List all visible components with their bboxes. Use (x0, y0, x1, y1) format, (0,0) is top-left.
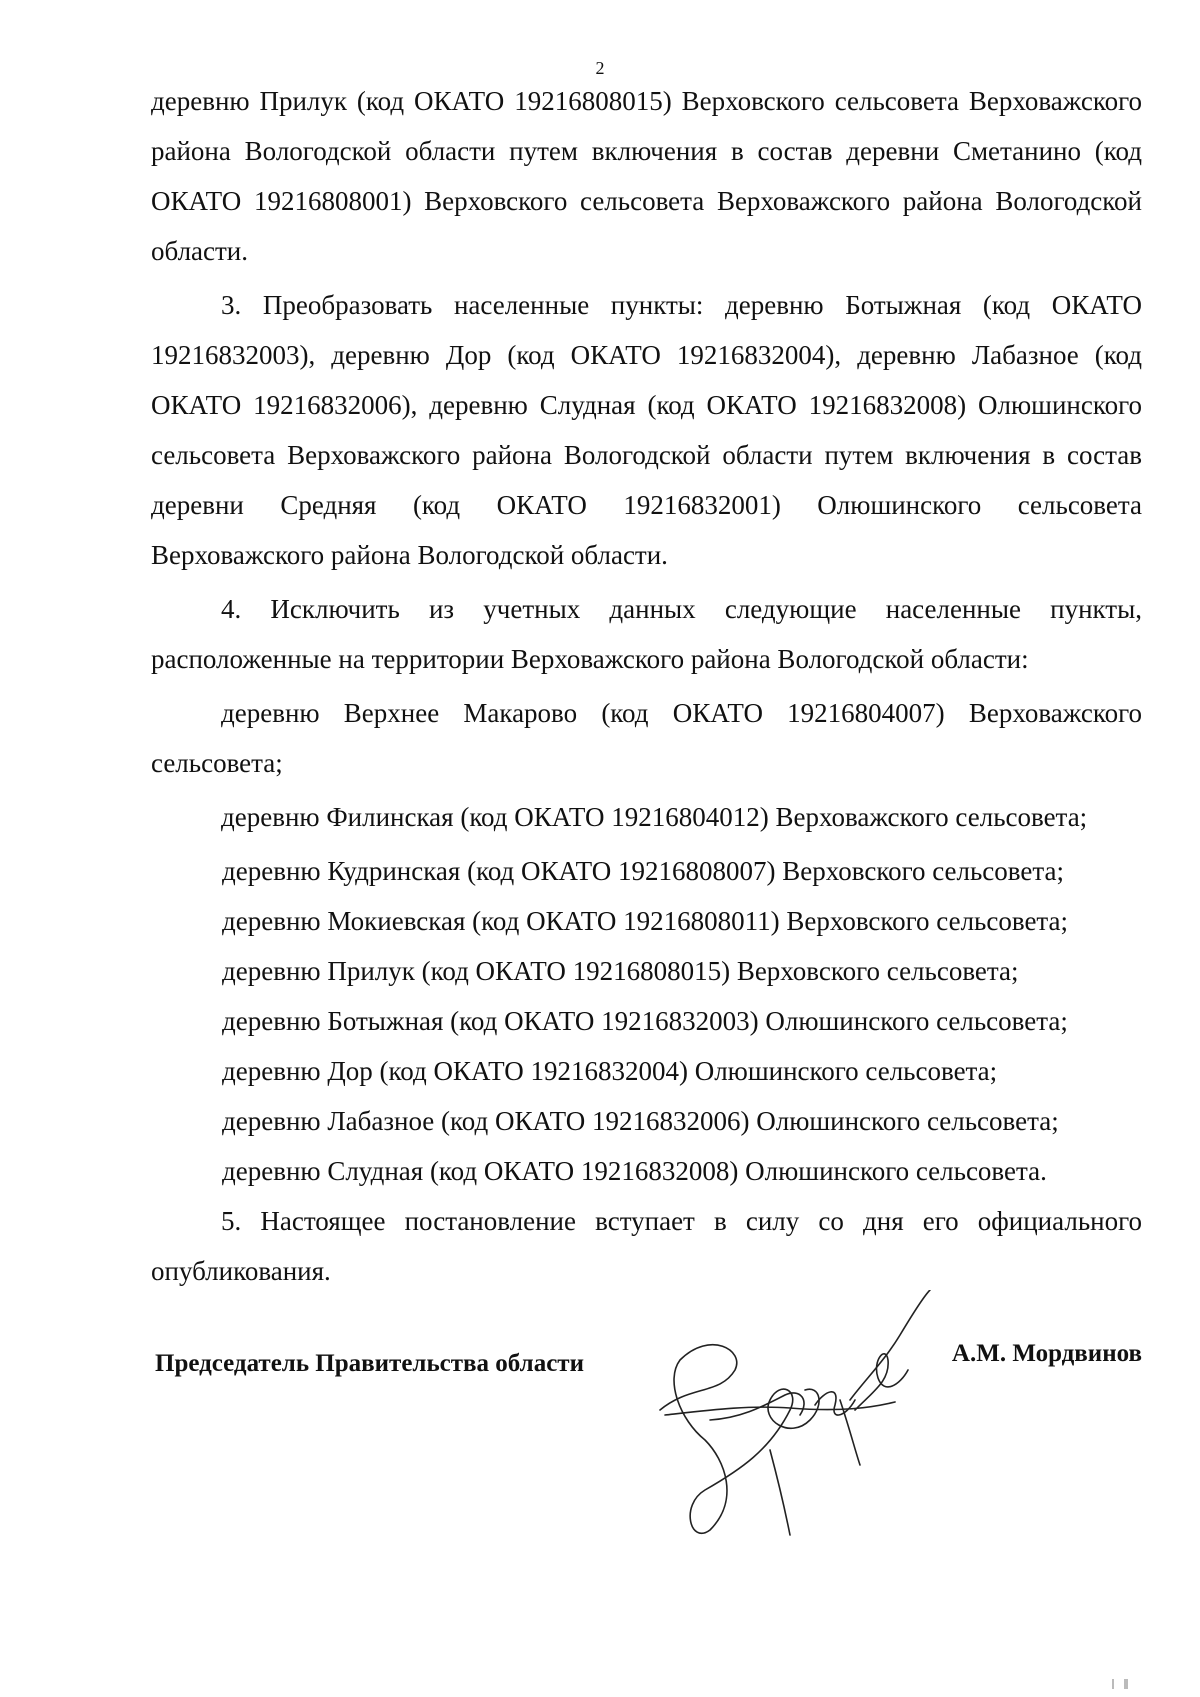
list-item: деревню Филинская (код ОКАТО 19216804012) Верховажского сельсовета; (221, 802, 1088, 832)
document-body (151, 76, 1142, 1300)
list-item: деревню Мокиевская (код ОКАТО 19216808011) Верховского сельсовета; (222, 906, 1069, 936)
page-number: 2 (595, 58, 605, 78)
list-item: деревню Верхнее Макарово (код ОКАТО 19216804007) Верховажского сельсовета; (151, 698, 1142, 778)
signatory-title: Председатель Правительства области (155, 1350, 584, 1377)
paragraph-4: 4. Исключить из учетных данных следующие населенные пункты, расположенные на территории Верховажского района Вологодской области: (151, 594, 1142, 674)
paragraph-5: 5. Настоящее постановление вступает в силу со дня его официального опубликования. (151, 1206, 1142, 1286)
handwritten-signature (650, 1290, 940, 1555)
paragraph-continuation: деревню Прилук (код ОКАТО 19216808015) Верховского сельсовета Верховажского района Вологодской области путем включения в состав деревни Сметанино (код ОКАТО 19216808001) Верховского сельсовета Верховажского района Вологодской области. (151, 86, 1142, 266)
signatory-name: А.М. Мордвинов (951, 1340, 1142, 1367)
list-item: деревню Кудринская (код ОКАТО 19216808007) Верховского сельсовета; (222, 856, 1064, 886)
paragraph-3: 3. Преобразовать населенные пункты: деревню Ботыжная (код ОКАТО 19216832003), деревню Дор (код ОКАТО 19216832004), деревню Лабазное (код ОКАТО 19216832006), деревню Слудная (код ОКАТО 19216832008) Олюшинского сельсовета Верховажского района Вологодской области путем включения в состав деревни Средняя (код ОКАТО 19216832001) Олюшинского сельсовета Верховажского района Вологодской области. (151, 290, 1142, 570)
list-item: деревню Прилук (код ОКАТО 19216808015) Верховского сельсовета; (222, 956, 1019, 986)
scan-mark (1105, 1679, 1145, 1689)
list-item: деревню Ботыжная (код ОКАТО 19216832003) Олюшинского сельсовета; (222, 1006, 1068, 1036)
list-item: деревню Слудная (код ОКАТО 19216832008) Олюшинского сельсовета. (222, 1156, 1047, 1186)
list-item: деревню Дор (код ОКАТО 19216832004) Олюшинского сельсовета; (222, 1056, 998, 1086)
excluded-settlements-list (151, 688, 1142, 1196)
list-item: деревню Лабазное (код ОКАТО 19216832006) Олюшинского сельсовета; (222, 1106, 1059, 1136)
